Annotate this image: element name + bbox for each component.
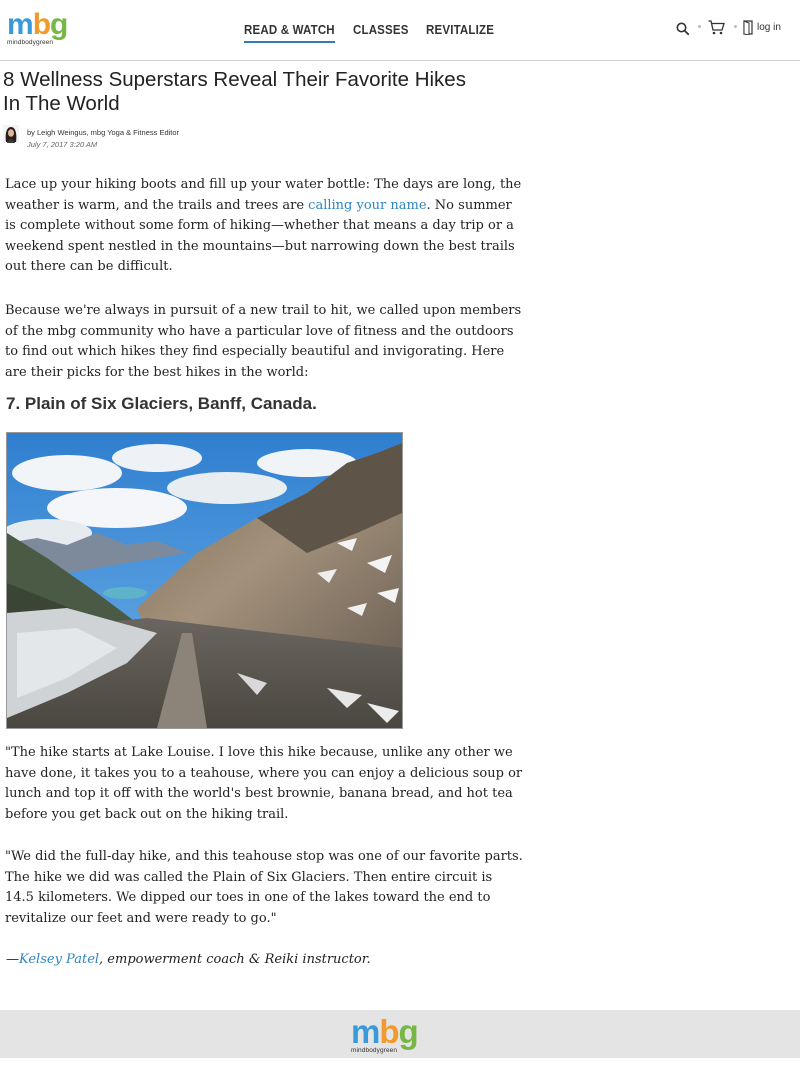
article-byline[interactable]: by Leigh Weingus, mbg Yoga & Fitness Editor <box>27 128 180 137</box>
logo-wordmark: mbg <box>7 8 68 41</box>
kelsey-patel-link[interactable]: Kelsey Patel <box>19 952 100 967</box>
door-icon[interactable] <box>743 20 754 39</box>
quote-attribution: —Kelsey Patel, empowerment coach & Reiki instructor. <box>6 952 371 967</box>
footer-logo-subtitle: mindbodygreen <box>351 1047 398 1054</box>
cart-icon[interactable] <box>708 20 725 39</box>
mountain-trail-photo <box>6 432 403 729</box>
body-paragraph: Because we're always in pursuit of a new trail to hit, we called upon members of the mbg community who have a particular love of fitness and the outdoors to find out which hikes they find especially beautiful and invigorating. Here are their picks for the best hikes in the world: <box>5 303 522 380</box>
nav-classes[interactable]: CLASSES <box>353 23 409 37</box>
logo-subtitle: mindbodygreen <box>7 39 54 46</box>
login-link[interactable]: log in <box>757 22 781 33</box>
nav-read-watch[interactable]: READ & WATCH <box>244 23 335 37</box>
footer-logo[interactable] <box>351 1013 431 1057</box>
section-heading: 7. Plain of Six Glaciers, Banff, Canada. <box>6 394 317 413</box>
intro-paragraph: Lace up your hiking boots and fill up your water bottle: The days are long, the weather is warm, and the trails and trees are calling your name. No summer is complete without some form of hiking—whether that means a day trip or a weekend spent nestled in the mountains—but narrowing down the best trails out there can be difficult. <box>5 177 522 274</box>
site-logo[interactable] <box>7 8 79 48</box>
quote-paragraph-2: "We did the full-day hike, and this teahouse stop was one of our favorite parts. The hike we did was called the Plain of Six Glaciers. Then entire circuit is 14.5 kilometers. We dipped our toes in one of the lakes toward the end to revitalize our feet and were ready to go." <box>5 849 523 926</box>
search-icon[interactable] <box>676 21 690 40</box>
author-avatar[interactable] <box>3 125 19 143</box>
site-footer <box>0 1010 800 1058</box>
nav-revitalize[interactable]: REVITALIZE <box>426 23 495 37</box>
site-header <box>0 0 800 61</box>
calling-your-name-link[interactable]: calling your name <box>308 197 427 213</box>
footer-bottom-strip <box>0 1058 800 1067</box>
article-title: 8 Wellness Superstars Reveal Their Favorite Hikes In The World <box>3 68 466 115</box>
quote-paragraph-1: "The hike starts at Lake Louise. I love this hike because, unlike any other we have done, it takes you to a teahouse, where you can enjoy a delicious soup or lunch and top it off with the world's best brownie, banana bread, and hot tea before you get back out on the hiking trail. <box>5 745 523 822</box>
separator-dot <box>698 25 701 28</box>
separator-dot <box>734 25 737 28</box>
article-date: July 7, 2017 3:20 AM <box>27 140 98 149</box>
header-utilities <box>676 18 786 40</box>
footer-logo-wordmark: mbg <box>351 1013 418 1050</box>
